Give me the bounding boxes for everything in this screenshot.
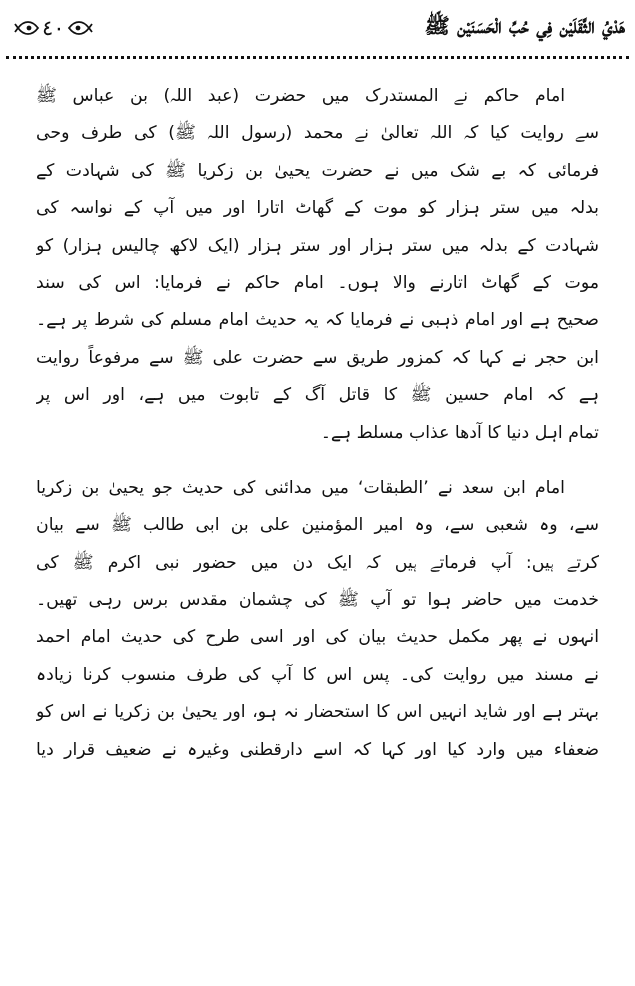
page-number: ٤٠ bbox=[42, 16, 65, 40]
text-line: امام حاکم نے المستدرک میں حضرت (عبد اللہ) بن عباس ﷺ bbox=[36, 86, 565, 106]
page-body bbox=[36, 78, 599, 769]
header-divider bbox=[6, 56, 629, 59]
right-flourish-icon bbox=[67, 15, 93, 41]
text-line: نے مسند میں روایت کی۔ پس اس کا آپ کی طرف منسوب کرنا زیادہ bbox=[36, 664, 599, 685]
text-line: بدلہ میں ستر ہزار کو موت کے گھاٹ اتارا اور میں آپ کے نواسہ کی bbox=[36, 198, 599, 219]
paragraph-1 bbox=[36, 78, 599, 452]
text-line: خدمت میں حاضر ہوا تو آپ ﷺ کی چشمان مقدس برس رہی تھیں۔ bbox=[36, 590, 599, 611]
paragraph-2 bbox=[36, 470, 599, 769]
text-line: شہادت کے بدلہ میں ستر ہزار اور ستر ہزار (ایک لاکھ چالیس ہزار) کو bbox=[36, 235, 599, 256]
text-line: موت کے گھاٹ اتارنے والا ہوں۔ امام حاکم نے فرمایا: اس کی سند bbox=[36, 272, 599, 293]
text-line: انہوں نے پھر مکمل حدیث بیان کی اور اسی طرح کی حدیث امام احمد bbox=[36, 627, 599, 648]
text-line: امام ابن سعد نے ’الطبقات‘ میں مدائنی کی حدیث جو یحییٰ بن زکریا bbox=[36, 477, 565, 498]
text-line: صحیح ہے اور امام ذہبی نے فرمایا کہ یہ حدیث امام مسلم کی شرط پر ہے۔ bbox=[36, 310, 599, 331]
text-line: بہتر ہے اور شاید انہیں اس کا استحضار نہ ہو، اور یحییٰ بن زکریا نے اس کو bbox=[36, 702, 599, 723]
text-line: تمام اہل دنیا کا آدھا عذاب مسلط ہے۔ bbox=[320, 422, 599, 443]
left-flourish-icon bbox=[14, 15, 40, 41]
page-header bbox=[14, 6, 625, 50]
text-line: سے روایت کیا کہ اللہ تعالیٰ نے محمد (رسول اللہ ﷺ) کی طرف وحی bbox=[36, 123, 599, 144]
text-line: ہے کہ امام حسین ﷺ کا قاتل آگ کے تابوت میں ہے، اور اس پر bbox=[36, 385, 599, 406]
page-number-ornament bbox=[14, 15, 93, 41]
text-line: ضعفاء میں وارد کیا اور کہا کہ اسے دارقطنی وغیرہ نے ضعیف قرار دیا bbox=[36, 739, 599, 760]
running-title: هَدْيُ الثَّقَلَيْن فِي حُبِّ الْحَسَنَيْن ﷺ bbox=[424, 12, 625, 38]
text-line: کرتے ہیں: آپ فرماتے ہیں کہ ایک دن میں حضور نبی اکرم ﷺ کی bbox=[36, 552, 599, 573]
text-line: سے، وہ شعبی سے، وہ امیر المؤمنین علی بن ابی طالب ﷺ سے بیان bbox=[36, 515, 599, 536]
text-line: فرمائی کہ بے شک میں نے حضرت یحییٰ بن زکریا ﷺ کی شہادت کے bbox=[36, 160, 599, 181]
text-line: ابن حجر نے کہا کہ کمزور طریق سے حضرت علی ﷺ سے مرفوعاً روایت bbox=[36, 347, 599, 368]
